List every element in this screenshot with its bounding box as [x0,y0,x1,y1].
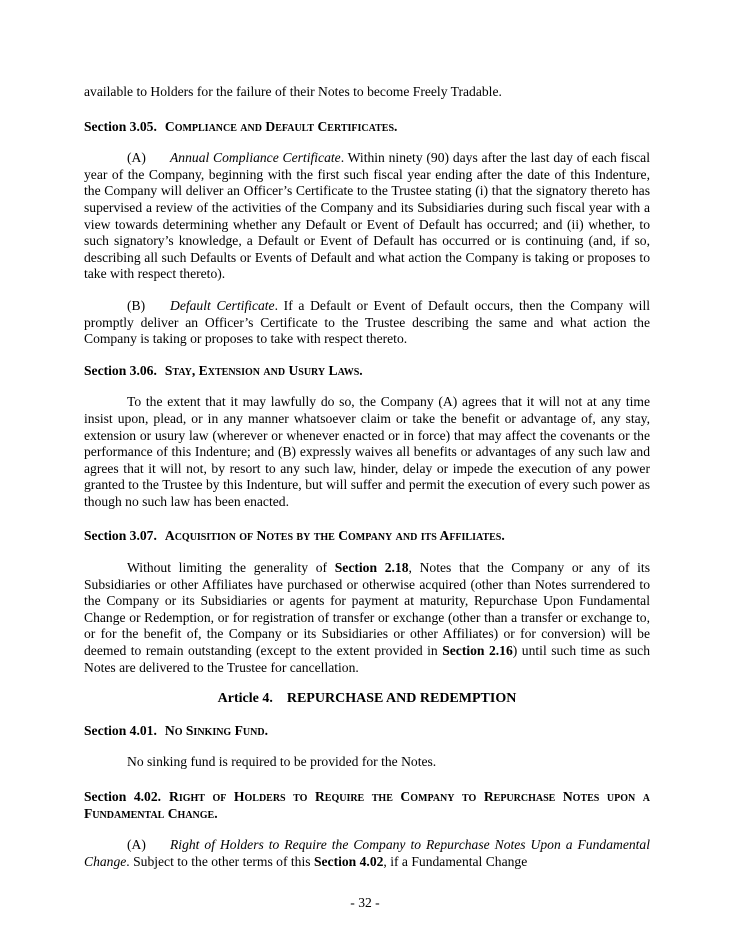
item-text: . Within ninety (90) days after the last day of each fiscal year of the Company, beginning with the first such fiscal year ending after the date of this Indenture, the Company will deliver an Officer’s Certificate to the Trustee stating (i) that the signatory thereto has supervised a review of the activities of the Company and its Subsidiaries during such fiscal year with a view towards determining whether any Default or Event of Default has occurred; and (ii) whether, to such signatory’s knowledge, a Default or Event of Default has occurred or is continuing (and, if so, describing all such Defaults or Events of Default and what action the Company is taking or proposes to take with respect thereto). [84,150,650,282]
item-heading: Default Certificate [170,297,275,313]
section-4-01-heading [84,723,650,740]
article-title: REPURCHASE AND REDEMPTION [286,691,517,707]
section-number: Section 3.05. [84,118,157,134]
section-number: Section 4.02. [84,789,162,804]
item-text: . If a Default or Event of Default occurs, then the Company will promptly deliver an Officer’s Certificate to the Trustee describing the same and what action the Company is taking or proposes to take with respect thereto. [84,297,650,347]
section-4-01-paragraph: No sinking fund is required to be provided for the Notes. [127,754,437,770]
item-heading: Annual Compliance Certificate [170,150,341,166]
item-heading: Right of Holders to Require the Company to Repurchase Notes Upon a Fundamental Change [84,837,650,869]
section-number: Section 3.06. [84,362,157,378]
item-mark: (A) [127,150,146,166]
article-4-heading [84,691,650,708]
paragraph-text: , if a Fundamental Change [383,853,528,869]
section-title: Compliance and Default Certificates. [164,118,398,134]
item-mark: (B) [127,297,146,313]
cross-reference: Section 2.16 [442,643,513,659]
section-3-05-heading [84,119,650,136]
section-4-02-heading [84,789,650,822]
section-3-05-paragraph-a [84,150,650,283]
continuation-paragraph: available to Holders for the failure of their Notes to become Freely Tradable. [84,84,502,99]
page-number: - 32 - [350,895,380,910]
paragraph-text: , Notes that the Company or any of its Subsidiaries or other Affiliates have purchased or otherwise acquired (other than Notes surrendered to the Company or its Subsidiaries or agents for payment at maturity, Repurchase Upon Fundamental Change or Redemption, or for registration of transfer or exchange (other than a transfer or exchange to, or for the benefit of, the Company or its Subsidiaries or other Affiliates) or for conversion) will be deemed to remain outstanding (except to the extent provided in [84,560,650,659]
article-number: Article 4. [217,691,273,707]
section-number: Section 4.01. [84,722,157,738]
section-title: Stay, Extension and Usury Laws. [164,362,363,378]
section-3-06-paragraph: To the extent that it may lawfully do so, the Company (A) agrees that it will not at any time insist upon, plead, or in any manner whatsoever claim or take the benefit or advantage of, any stay, extension or usury law (wherever or whenever enacted or in force) that may affect the covenants or the performance of this Indenture; and (B) expressly waives all benefits or advantages of any such law and agrees that it will not, by resort to any such law, hinder, delay or impede the execution of any power granted to the Trustee by this Indenture, but will suffer and permit the execution of every such power as though no such law has been enacted. [84,394,650,509]
paragraph-text: ) until such time as such Notes are delivered to the Trustee for cancellation. [84,643,650,675]
cross-reference: Section 2.18 [334,560,409,576]
section-number: Section 3.07. [84,528,157,544]
document-page [84,84,650,870]
section-title: Acquisition of Notes by the Company and its Affiliates. [164,528,505,544]
section-3-05-paragraph-b [84,298,650,348]
section-title: Right of Holders to Require the Company to Repurchase Notes upon a Fundamental Change. [84,789,650,821]
section-3-06-heading [84,363,650,380]
section-3-07-heading [84,528,650,545]
paragraph-text: . Subject to the other terms of this [126,853,314,869]
item-mark: (A) [127,837,146,853]
cross-reference: Section 4.02 [313,853,384,869]
paragraph-text: Without limiting the generality of [127,560,335,576]
section-4-02-paragraph-a [84,837,650,870]
section-3-07-paragraph [84,560,650,676]
section-title: No Sinking Fund. [164,722,268,738]
